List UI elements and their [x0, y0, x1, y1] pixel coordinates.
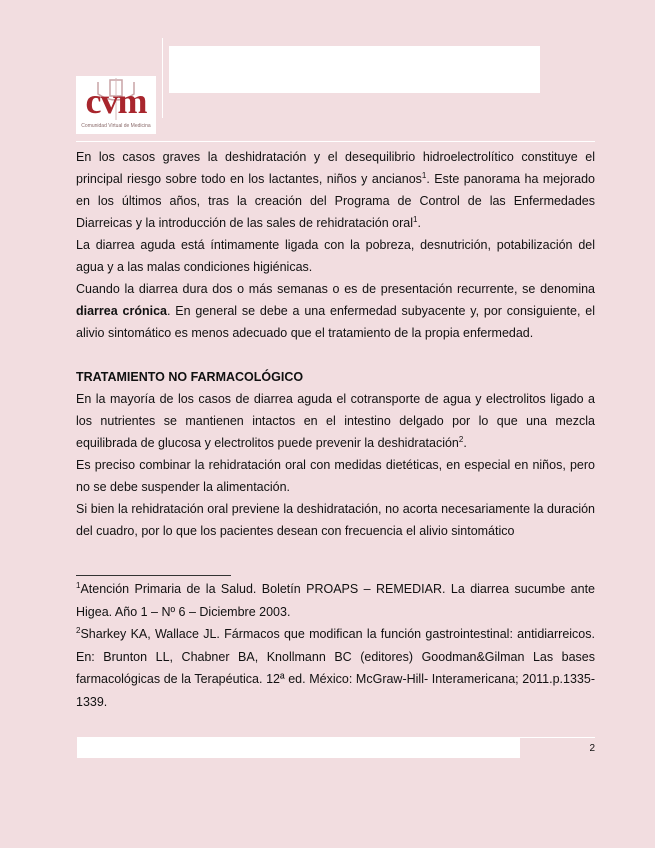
- paragraph-3: Cuando la diarrea dura dos o más semanas o es de presentación recurrente, se denomina diarrea crónica. En general se debe a una enfermedad subyacente y, por consiguiente, el alivio sintomático es menos adecuado que el tratamiento de la propia enfermedad.: [76, 282, 595, 340]
- header-divider: [162, 38, 163, 118]
- footnotes: [76, 578, 595, 713]
- footnote-ref[interactable]: 2: [458, 435, 464, 444]
- header-title-box: [169, 46, 540, 93]
- footnote-separator: [76, 575, 231, 576]
- footer-box: [77, 738, 520, 758]
- footnote-ref[interactable]: 1: [412, 215, 418, 224]
- logo-text: cvm: [85, 81, 147, 121]
- paragraph-6: Si bien la rehidratación oral previene la deshidratación, no acorta necesariamente la duración del cuadro, por lo que los pacientes desean con frecuencia el alivio sintomático: [76, 502, 595, 538]
- bold-term: diarrea crónica: [76, 304, 167, 318]
- footnote-2: $^2$Sharkey KA, Wallace JL. Fármacos que modifican la función gastrointestinal: antidiarreicos. En: Brunton LL, Chabner BA, Knollmann BC (editores) Goodman&Gilman Las bases farmacológicas de la Terapéutica. 12ª ed. México: McGraw-Hill- Interamericana; 2011.p.1335-1339.: [76, 626, 595, 709]
- logo-subtext: Comunidad Virtual de Medicina: [81, 123, 151, 129]
- footnote-ref[interactable]: 1: [421, 171, 427, 180]
- section-heading: TRATAMIENTO NO FARMACOLÓGICO: [76, 370, 304, 384]
- paragraph-4: En la mayoría de los casos de diarrea aguda el cotransporte de agua y electrolitos ligado a los nutrientes se mantienen intactos en el intestino delgado por lo que una mezcla equilibrada de glucosa y electrolitos puede prevenir la deshidratación$^2$.: [76, 392, 595, 450]
- footnote-1: $^1$Atención Primaria de la Salud. Boletín PROAPS – REMEDIAR. La diarrea sucumbe ante Higea. Año 1 – Nº 6 – Diciembre 2003.: [76, 581, 595, 619]
- header-rule: [76, 141, 595, 142]
- paragraph-1: En los casos graves la deshidratación y el desequilibrio hidroelectrolítico constituye el principal riesgo sobre todo en los lactantes, niños y ancianos$^1$. Este panorama ha mejorado en los últimos años, tras la creación del Programa de Control de las Enfermedades Diarreicas y la introducción de las sales de rehidratación oral$^1$.: [76, 150, 595, 230]
- document-body: [76, 146, 595, 542]
- paragraph-2: La diarrea aguda está íntimamente ligada con la pobreza, desnutrición, potabilización del agua y a las malas condiciones higiénicas.: [76, 238, 595, 274]
- page-number: 2: [589, 743, 595, 754]
- logo: [76, 76, 156, 134]
- paragraph-5: Es preciso combinar la rehidratación oral con medidas dietéticas, en especial en niños, pero no se debe suspender la alimentación.: [76, 458, 595, 494]
